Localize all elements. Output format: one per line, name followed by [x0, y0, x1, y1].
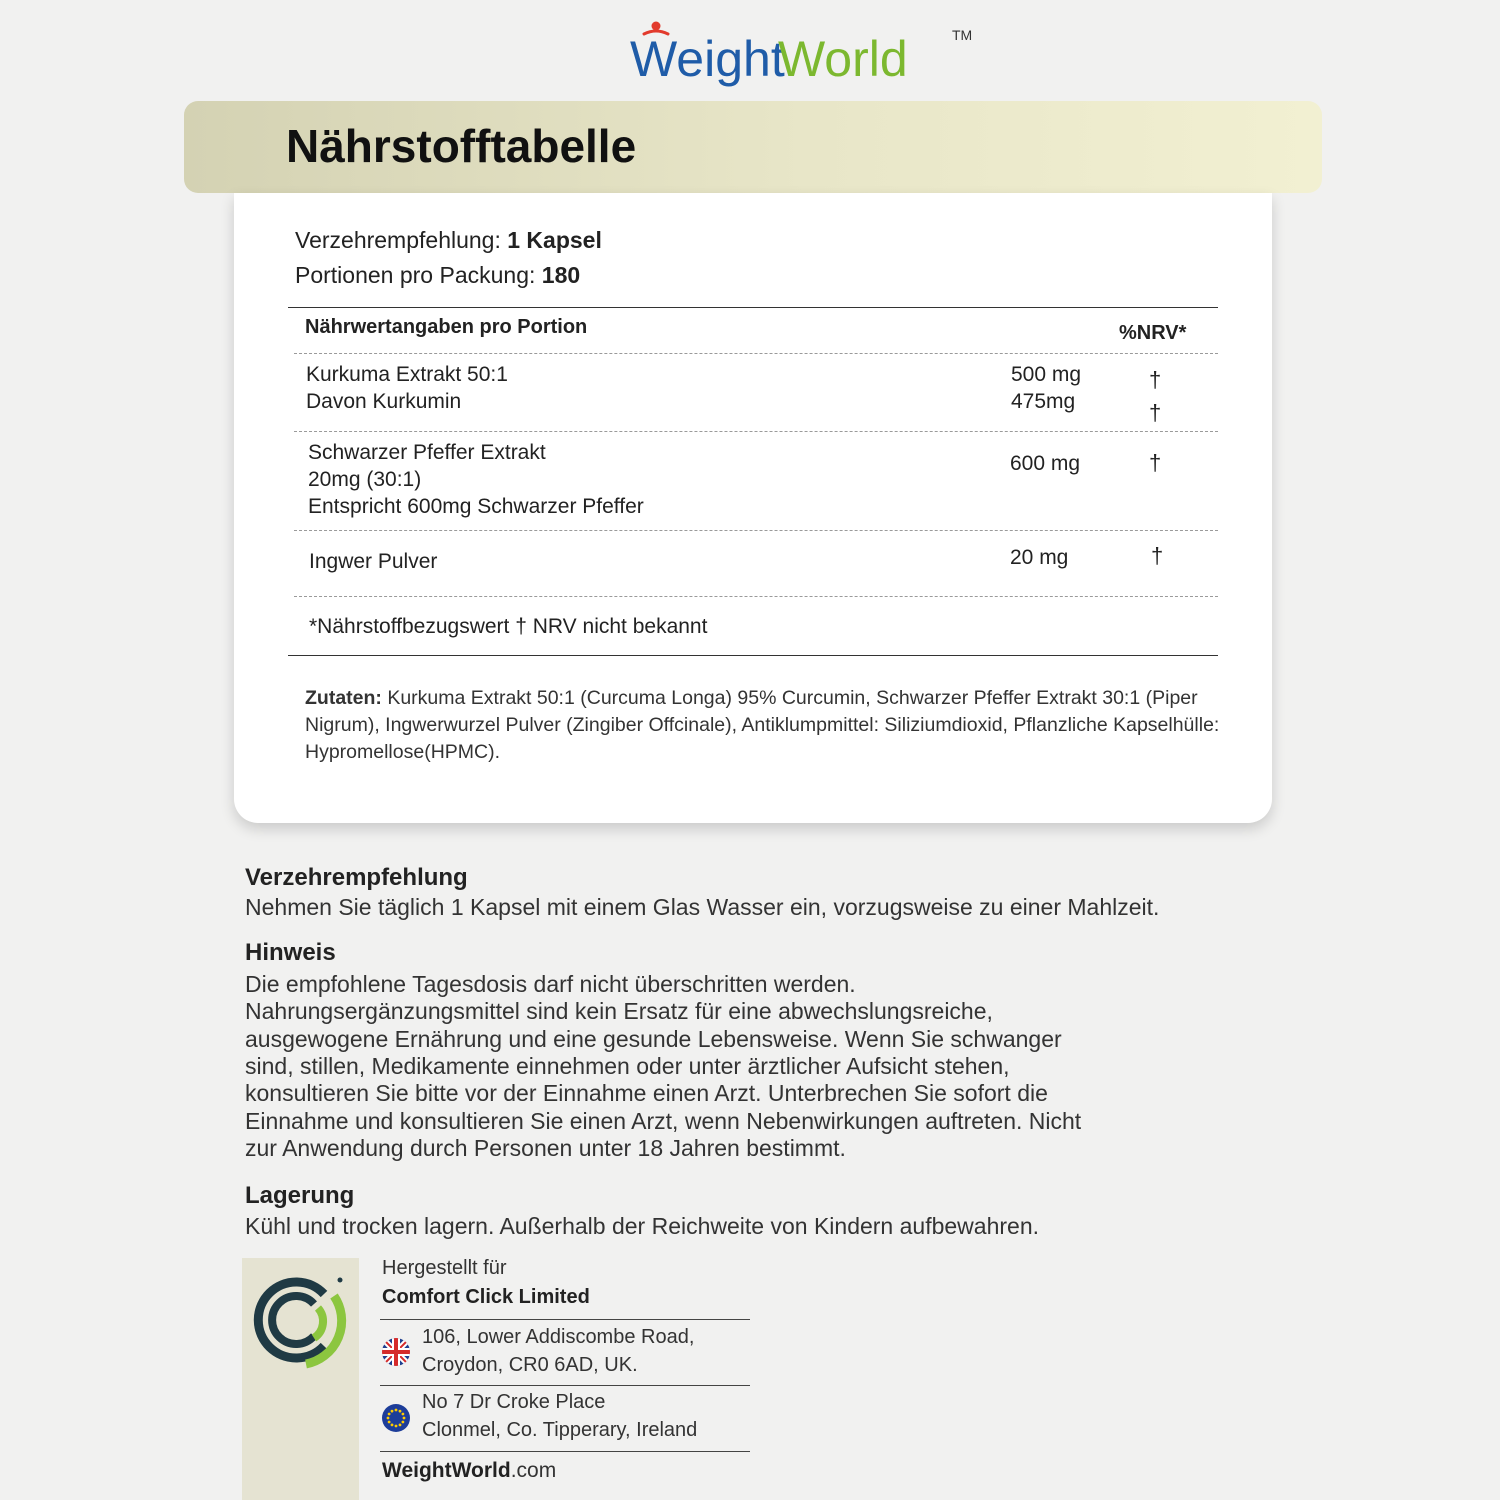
portions-value: 180 [541, 262, 581, 288]
comfort-click-logo-icon [242, 1258, 359, 1378]
nrv-unknown-mark: † [1151, 543, 1164, 568]
footer-divider [380, 1319, 750, 1320]
table-header-nrv: %NRV* [1119, 322, 1187, 344]
table-divider [294, 530, 1218, 531]
page-title: Nährstofftabelle [286, 120, 637, 172]
logo-text-world: World [778, 31, 908, 87]
website-brand: WeightWorld [382, 1459, 511, 1482]
table-divider [294, 431, 1218, 432]
logo-text-weight: Weight [630, 31, 785, 87]
logo-trademark: TM [952, 27, 973, 43]
section-text: Einnahme und konsultieren Sie einen Arzt, wenn Nebenwirkungen auftreten. Nicht [245, 1108, 1082, 1134]
nutrient-amount: 500 mg [1011, 363, 1082, 386]
footer-divider [380, 1385, 750, 1386]
nutrient-name: Kurkuma Extrakt 50:1 [306, 363, 508, 386]
ingredients-label: Zutaten: [305, 687, 382, 709]
serving-size-label: Verzehrempfehlung: [295, 227, 501, 253]
website-link[interactable] [382, 1459, 556, 1483]
nutrient-amount: 20 mg [1010, 546, 1069, 569]
uk-address-line: Croydon, CR0 6AD, UK. [422, 1354, 638, 1376]
section-text: konsultieren Sie bitte vor der Einnahme einen Arzt. Unterbrechen Sie sofort die [245, 1080, 1048, 1106]
section-heading: Hinweis [245, 939, 336, 966]
nrv-unknown-mark: † [1149, 450, 1162, 475]
logo-figure-head-icon [652, 22, 661, 31]
company-name: Comfort Click Limited [382, 1286, 590, 1308]
table-header-nutrients: Nährwertangaben pro Portion [305, 316, 588, 338]
section-text: ausgewogene Ernährung und eine gesunde Lebensweise. Wenn Sie schwanger [245, 1026, 1062, 1052]
nutrient-name: Entspricht 600mg Schwarzer Pfeffer [308, 495, 644, 518]
table-bottom-rule [288, 655, 1218, 656]
uk-address-line: 106, Lower Addiscombe Road, [422, 1326, 695, 1348]
footer-divider [380, 1451, 750, 1452]
section-heading: Verzehrempfehlung [245, 864, 468, 891]
section-text: Nahrungsergänzungsmittel sind kein Ersatz für eine abwechslungsreiche, [245, 998, 993, 1024]
serving-size-value: 1 Kapsel [507, 227, 602, 253]
serving-size [295, 227, 602, 254]
table-divider [294, 596, 1218, 597]
nrv-unknown-mark: † [1149, 400, 1162, 425]
eu-address-line: Clonmel, Co. Tipperary, Ireland [422, 1419, 698, 1441]
eu-flag-icon [382, 1404, 410, 1432]
title-banner [184, 101, 1322, 193]
uk-flag-icon [382, 1338, 410, 1366]
nutrient-name: 20mg (30:1) [308, 468, 422, 491]
ingredients-text [305, 685, 1235, 766]
table-top-rule [288, 307, 1218, 308]
nutrient-name: Schwarzer Pfeffer Extrakt [308, 441, 546, 464]
section-text: Kühl und trocken lagern. Außerhalb der Reichweite von Kindern aufbewahren. [245, 1213, 1039, 1239]
nrv-unknown-mark: † [1149, 367, 1162, 392]
table-footnote: *Nährstoffbezugswert † NRV nicht bekannt [309, 615, 708, 638]
nutrient-amount: 475mg [1011, 390, 1076, 413]
nutrient-amount: 600 mg [1010, 452, 1081, 475]
section-text: Die empfohlene Tagesdosis darf nicht überschritten werden. [245, 971, 856, 997]
section-text: zur Anwendung durch Personen unter 18 Jahren bestimmt. [245, 1135, 846, 1161]
portions-per-pack [295, 262, 580, 289]
eu-address-line: No 7 Dr Croke Place [422, 1391, 606, 1413]
nutrient-name: Ingwer Pulver [309, 550, 438, 573]
weightworld-logo [630, 18, 990, 96]
section-text: sind, stillen, Medikamente einnehmen oder unter ärztlicher Aufsicht stehen, [245, 1053, 1010, 1079]
ingredients-list: Kurkuma Extrakt 50:1 (Curcuma Longa) 95% Curcumin, Schwarzer Pfeffer Extrakt 30:1 (Piper Nigrum), Ingwerwurzel Pulver (Zingiber Offcinale), Antiklumpmittel: Siliziumdioxid, Pflanzliche Kapselhülle: Hypromellose(HPMC). [305, 687, 1220, 763]
table-divider [294, 353, 1218, 354]
comfort-click-logo-panel [242, 1258, 359, 1500]
nutrient-name: Davon Kurkumin [306, 390, 462, 413]
nutrition-card [234, 193, 1272, 823]
website-domain: .com [510, 1459, 557, 1482]
portions-label: Portionen pro Packung: [295, 262, 536, 288]
section-text: Nehmen Sie täglich 1 Kapsel mit einem Glas Wasser ein, vorzugsweise zu einer Mahlzeit. [245, 894, 1160, 920]
made-for-label: Hergestellt für [382, 1257, 507, 1279]
section-heading: Lagerung [245, 1182, 355, 1209]
